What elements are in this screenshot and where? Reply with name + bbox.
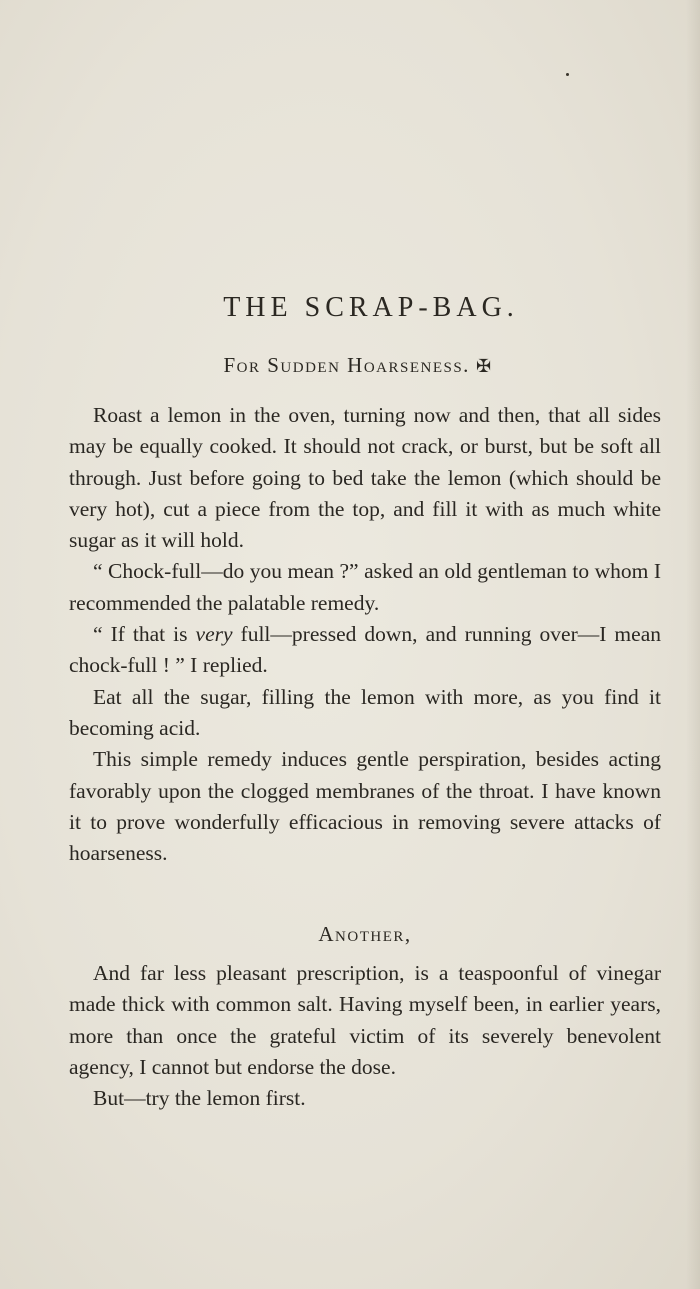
paragraph [69, 619, 661, 682]
page-edge-shadow [686, 0, 700, 1289]
section-body-hoarseness [69, 400, 661, 869]
section-body-another [69, 958, 661, 1114]
paragraph-text: full—pressed down, and running over—I mean chock-full ! ” I replied. [69, 622, 661, 678]
paragraph: Roast a lemon in the oven, turning now and then, that all sides may be equally cooked. It should not crack, or burst, but be soft all through. Just before going to bed take the lemon (which should be very hot), cut a piece from the top, and fill it with as much white sugar as it will hold. [69, 403, 661, 553]
cross-ornament-icon: ✠ [475, 356, 493, 376]
page-title: THE SCRAP-BAG. [223, 292, 519, 323]
section-heading-text: For Sudden Hoarseness. [223, 353, 470, 377]
paragraph: This simple remedy induces gentle perspiration, besides acting favorably upon the clogged membranes of the throat. I have known it to prove wonderfully efficacious in removing severe attacks of hoarseness. [69, 747, 661, 866]
section-heading-hoarseness [0, 353, 700, 378]
ink-speck [566, 73, 569, 76]
paragraph: But—try the lemon first. [93, 1086, 306, 1111]
section-heading-another: Another, [318, 922, 412, 946]
paragraph: “ Chock-full—do you mean ?” asked an old gentleman to whom I recommended the palatable remedy. [69, 559, 661, 615]
paragraph: Eat all the sugar, filling the lemon with more, as you find it becoming acid. [69, 684, 661, 740]
paragraph: And far less pleasant prescription, is a teaspoonful of vinegar made thick with common salt. Having myself been, in earlier years, more than once the grateful victim of its severely benevolent agency, I cannot but endorse the dose. [69, 961, 661, 1079]
italic-emphasis: very [195, 622, 233, 647]
paragraph-text: “ If that is [93, 622, 196, 647]
